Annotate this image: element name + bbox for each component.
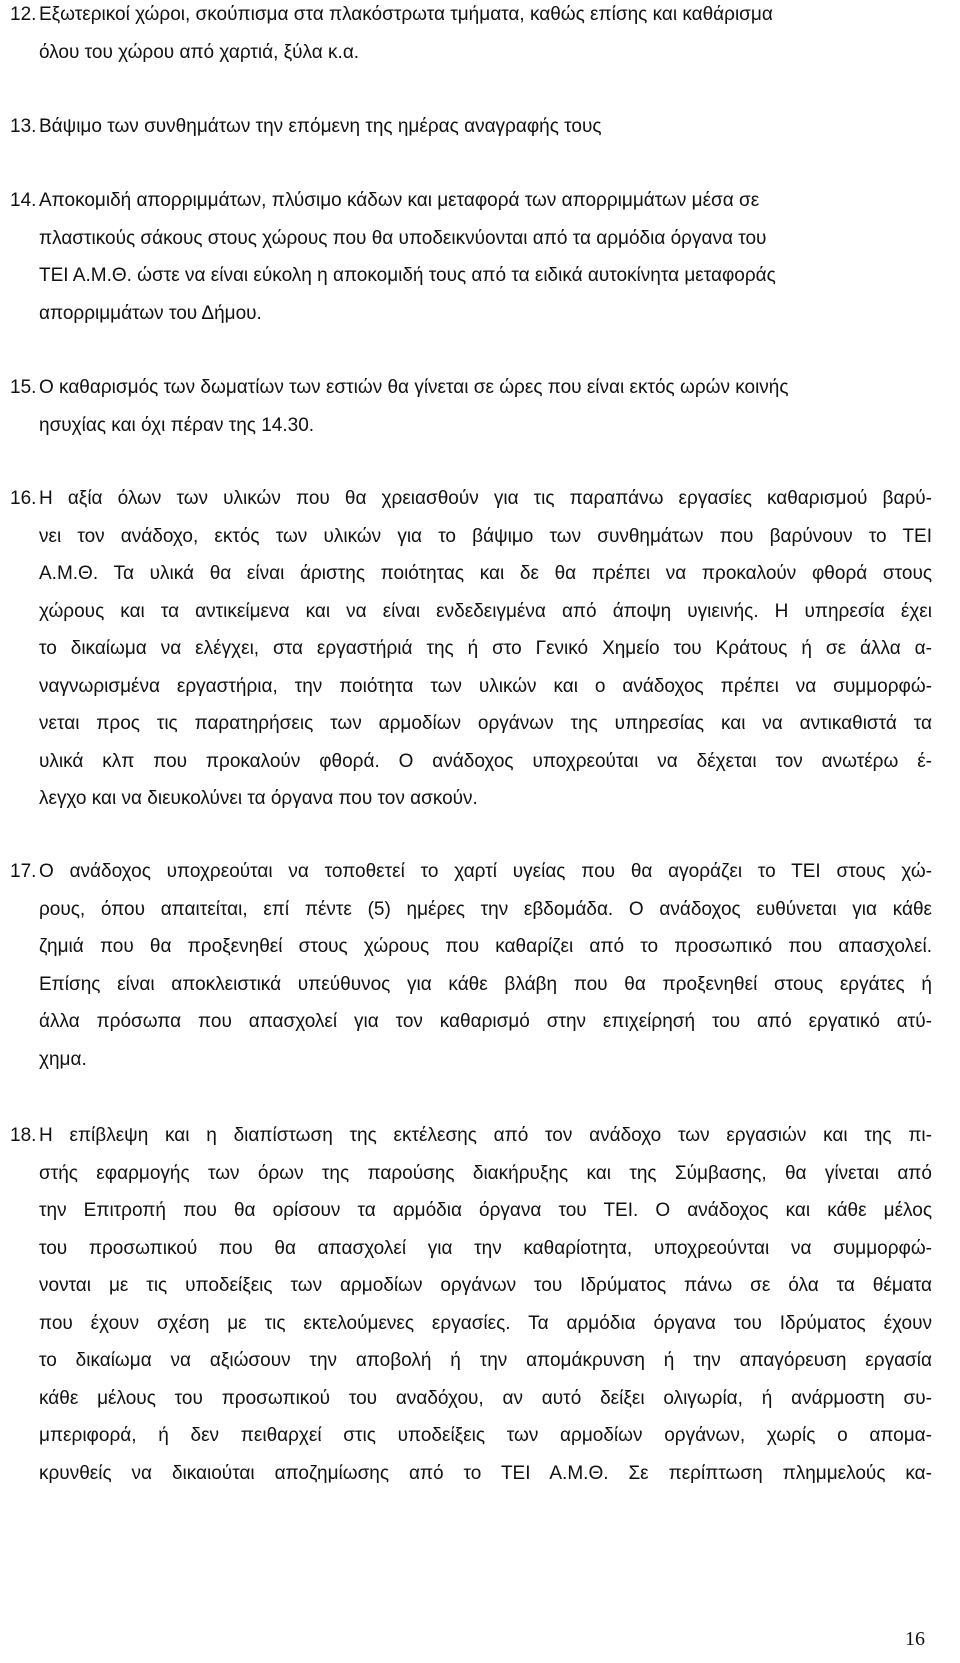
text-line: υλικά κλπ που προκαλούν φθορά. Ο ανάδοχος υποχρεούται να δέχεται τον ανωτέρω έ-	[39, 750, 932, 772]
text-line: Βάψιμο των συνθημάτων την επόμενη της ημέρας αναγραφής τους	[39, 116, 602, 137]
text-line: Η επίβλεψη και η διαπίστωση της εκτέλεσης από τον ανάδοχο των εργασιών και της πι-	[39, 1125, 932, 1146]
item-number: 16.	[10, 488, 37, 509]
item-number: 17.	[10, 861, 37, 882]
text-line: του προσωπικού που θα απασχολεί για την καθαρίοτητα, υποχρεούνται να συμμορφώ-	[39, 1237, 932, 1259]
text-line: νεται προς τις παρατηρήσεις των αρμοδίων οργάνων της υπηρεσίας και να αντικαθιστά τα	[39, 713, 932, 734]
text-line: Ο καθαρισμός των δωματίων των εστιών θα γίνεται σε ώρες που είναι εκτός ωρών κοινής	[39, 377, 789, 398]
text-line: ζημιά που θα προξενηθεί στους χώρους που καθαρίζει από το προσωπικό που απασχολεί.	[39, 936, 932, 957]
page-number: 16	[905, 1628, 925, 1650]
item-number: 12.	[10, 4, 37, 25]
text-line: Αποκομιδή απορριμμάτων, πλύσιμο κάδων και μεταφορά των απορριμμάτων μέσα σε	[39, 190, 760, 211]
text-line: ρους, όπου απαιτείται, επί πέντε (5) ημέρες την εβδομάδα. Ο ανάδοχος ευθύνεται για κάθε	[39, 898, 932, 920]
text-line: απορριμμάτων του Δήμου.	[39, 302, 262, 324]
text-line: νονται με τις υποδείξεις των αρμοδίων οργάνων του Ιδρύματος πάνω σε όλα τα θέματα	[39, 1275, 932, 1296]
text-line: άλλα πρόσωπα που απασχολεί για τον καθαρισμό στην επιχείρησή του από εργατικό ατύ-	[39, 1011, 932, 1032]
text-line: ναγνωρισμένα εργαστήρια, την ποιότητα των υλικών και ο ανάδοχος πρέπει να συμμορφώ-	[39, 675, 932, 697]
list-item-13	[10, 108, 932, 146]
text-line: χώρους και τα αντικείμενα και να είναι ενδεδειγμένα από άποψη υγιεινής. Η υπηρεσία έχει	[39, 600, 932, 622]
text-line: μπεριφορά, ή δεν πειθαρχεί στις υποδείξεις των αρμοδίων οργάνων, χωρίς ο απομα-	[39, 1425, 932, 1446]
text-line: όλου του χώρου από χαρτιά, ξύλα κ.α.	[39, 41, 360, 63]
text-line: πλαστικούς σάκους στους χώρους που θα υποδεικνύονται από τα αρμόδια όργανα του	[39, 227, 767, 249]
text-line: Ο ανάδοχος υποχρεούται να τοποθετεί το χαρτί υγείας που θα αγοράζει το ΤΕΙ στους χώ-	[39, 861, 932, 882]
text-line: ΤΕΙ Α.Μ.Θ. ώστε να είναι εύκολη η αποκομιδή τους από τα ειδικά αυτοκίνητα μεταφοράς	[39, 265, 776, 286]
item-number: 18.	[10, 1125, 37, 1146]
list-item-18	[10, 1117, 932, 1492]
text-line: Α.Μ.Θ. Τα υλικά θα είναι άριστης ποιότητας και δε θα πρέπει να προκαλούν φθορά στους	[39, 563, 932, 584]
text-line: λεγχο και να διευκολύνει τα όργανα που τον ασκούν.	[39, 788, 478, 809]
list-item-15	[10, 369, 932, 444]
list-item-16	[10, 480, 932, 818]
item-number: 15.	[10, 377, 37, 398]
text-line: κρυνθείς να δικαιούται αποζημίωσης από το ΤΕΙ Α.Μ.Θ. Σε περίπτωση πλημμελούς κα-	[39, 1462, 932, 1484]
text-line: Επίσης είναι αποκλειστικά υπεύθυνος για κάθε βλάβη που θα προξενηθεί στους εργάτες ή	[39, 973, 932, 995]
text-line: την Επιτροπή που θα ορίσουν τα αρμόδια όργανα του ΤΕΙ. Ο ανάδοχος και κάθε μέλος	[39, 1200, 932, 1221]
list-item-14	[10, 182, 932, 332]
item-number: 14.	[10, 190, 37, 211]
text-line: Εξωτερικοί χώροι, σκούπισμα στα πλακόστρωτα τμήματα, καθώς επίσης και καθάρισμα	[39, 4, 773, 25]
text-line: που έχουν σχέση με τις εκτελούμενες εργασίες. Τα αρμόδια όργανα του Ιδρύματος έχουν	[39, 1312, 932, 1334]
text-line: το δικαίωμα να ελέγχει, στα εργαστήριά της ή στο Γενικό Χημείο του Κράτους ή σε άλλα α-	[39, 638, 932, 659]
text-line: νει τον ανάδοχο, εκτός των υλικών για το βάψιμο των συνθημάτων που βαρύνουν το ΤΕΙ	[39, 525, 932, 547]
list-item-17	[10, 853, 932, 1078]
text-line: το δικαίωμα να αξιώσουν την αποβολή ή την απομάκρυνση ή την απαγόρευση εργασία	[39, 1350, 932, 1371]
text-line: κάθε μέλους του προσωπικού του αναδόχου, αν αυτό δείξει ολιγωρία, ή ανάρμοστη συ-	[39, 1387, 932, 1409]
text-line: ησυχίας και όχι πέραν της 14.30.	[39, 414, 315, 436]
text-line: χημα.	[39, 1048, 87, 1070]
text-line: στής εφαρμογής των όρων της παρούσης διακήρυξης και της Σύμβασης, θα γίνεται από	[39, 1162, 932, 1184]
text-line: Η αξία όλων των υλικών που θα χρειασθούν για τις παραπάνω εργασίες καθαρισμού βαρύ-	[39, 488, 932, 509]
item-number: 13.	[10, 116, 37, 137]
list-item-12	[10, 0, 932, 71]
